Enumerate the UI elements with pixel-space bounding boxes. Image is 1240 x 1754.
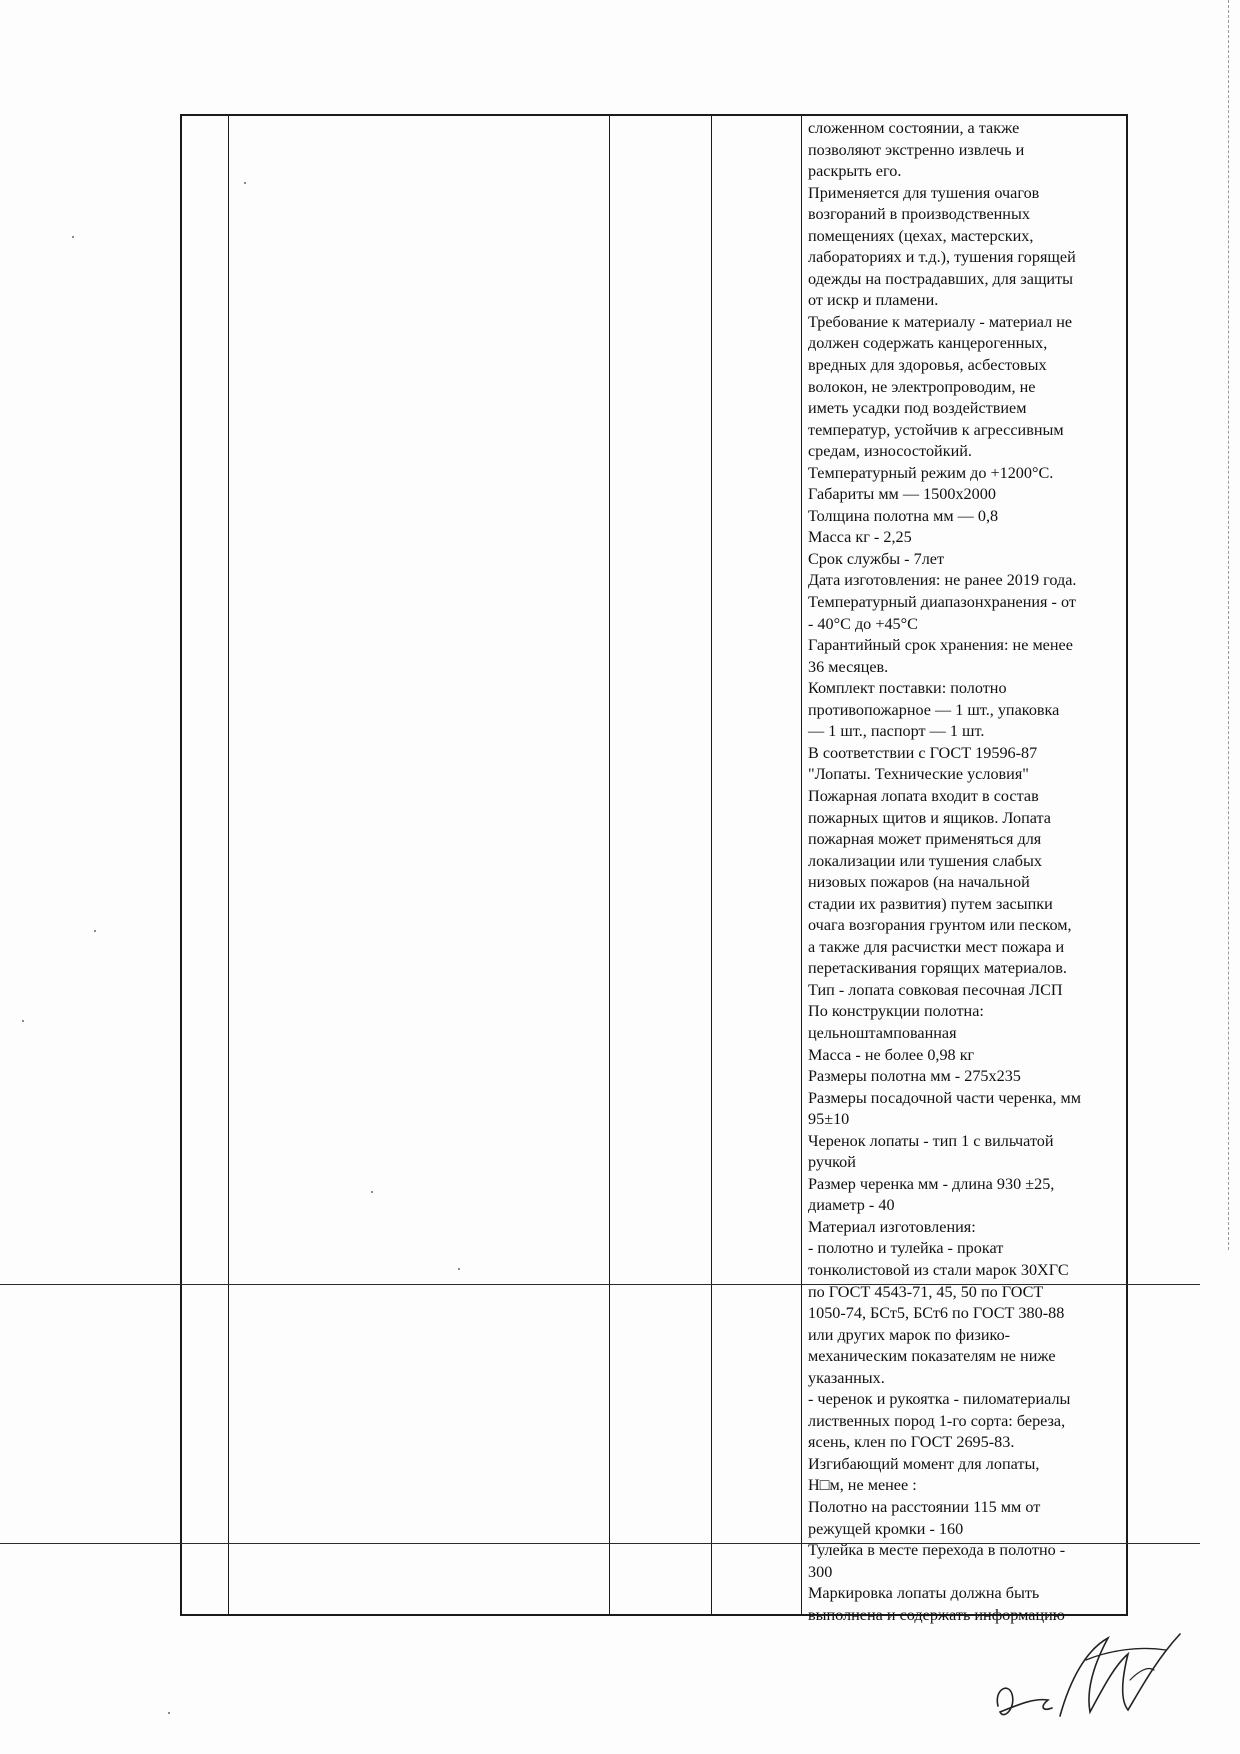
description-line: режущей кромки - 160	[808, 1519, 964, 1538]
scan-speck	[371, 1191, 373, 1193]
description-line: Размеры посадочной части черенка, мм	[808, 1088, 1081, 1107]
column-divider-1	[228, 116, 229, 1614]
description-line: "Лопаты. Технические условия"	[808, 765, 1029, 784]
scan-speck	[22, 1020, 24, 1022]
description-line: вредных для здоровья, асбестовых	[808, 356, 1047, 375]
column-divider-3	[711, 116, 712, 1614]
description-line: возгораний в производственных	[808, 205, 1030, 224]
description-line: ясень, клен по ГОСТ 2695-83.	[808, 1433, 1015, 1452]
description-line: должен содержать канцерогенных,	[808, 334, 1048, 353]
description-line: Масса кг - 2,25	[808, 528, 912, 547]
scan-speck	[458, 1268, 460, 1270]
description-line: позволяют экстренно извлечь и	[808, 140, 1025, 159]
description-line: Толщина полотна мм — 0,8	[808, 506, 999, 525]
description-line: локализации или тушения слабых	[808, 851, 1042, 870]
description-line: выполнена и содержать информацию	[808, 1605, 1065, 1624]
description-line: стадии их развития) путем засыпки	[808, 894, 1053, 913]
description-line: а также для расчистки мест пожара и	[808, 937, 1065, 956]
description-line: цельноштампованная	[808, 1023, 957, 1042]
scan-speck	[168, 1712, 170, 1714]
description-line: низовых пожаров (на начальной	[808, 873, 1030, 892]
description-line: Изгибающий момент для лопаты,	[808, 1454, 1040, 1473]
description-line: противопожарное — 1 шт., упаковка	[808, 700, 1060, 719]
scan-speck	[94, 930, 96, 932]
description-line: диаметр - 40	[808, 1196, 895, 1215]
description-line: — 1 шт., паспорт — 1 шт.	[808, 722, 985, 741]
description-line: иметь усадки под воздействием	[808, 399, 1027, 418]
description-line: механическим показателям не ниже	[808, 1347, 1056, 1366]
description-line: Маркировка лопаты должна быть	[808, 1584, 1040, 1603]
description-line: температур, устойчив к агрессивным	[808, 420, 1064, 439]
description-line: средам, износостойкий.	[808, 442, 972, 461]
description-line: 95±10	[808, 1110, 850, 1129]
description-line: Комплект поставки: полотно	[808, 679, 1007, 698]
description-line: перетаскивания горящих материалов.	[808, 959, 1067, 978]
description-line: тонколистовой из стали марок 30ХГС	[808, 1260, 1069, 1279]
description-line: сложенном состоянии, а также	[808, 119, 1020, 137]
scan-edge-mark	[1228, 0, 1232, 1250]
description-line: Требование к материалу - материал не	[808, 312, 1073, 331]
description-line: Гарантийный срок хранения: не менее	[808, 636, 1073, 655]
description-line: лиственных пород 1-го сорта: береза,	[808, 1411, 1066, 1430]
description-line: Тулейка в месте перехода в полотно -	[808, 1541, 1066, 1560]
description-line: 300	[808, 1562, 833, 1581]
description-line: указанных.	[808, 1368, 885, 1387]
description-line: Черенок лопаты - тип 1 с вильчатой	[808, 1131, 1054, 1150]
description-line: Срок службы - 7лет	[808, 549, 945, 568]
description-line: по ГОСТ 4543-71, 45, 50 по ГОСТ	[808, 1282, 1044, 1301]
scan-speck	[244, 182, 246, 184]
description-line: помещениях (цехах, мастерских,	[808, 226, 1034, 245]
description-line: 36 месяцев.	[808, 657, 889, 676]
description-line: - полотно и тулейка - прокат	[808, 1239, 1004, 1258]
description-line: Размер черенка мм - длина 930 ±25,	[808, 1174, 1055, 1193]
description-line: Размеры полотна мм - 275х235	[808, 1067, 1021, 1086]
description-line: 1050-74, БСт5, БСт6 по ГОСТ 380-88	[808, 1304, 1065, 1323]
description-line: Тип - лопата совковая песочная ЛСП	[808, 980, 1063, 999]
description-line: Материал изготовления:	[808, 1217, 976, 1236]
description-line: ручкой	[808, 1153, 856, 1172]
description-line: В соответствии с ГОСТ 19596-87	[808, 743, 1038, 762]
description-cell	[808, 118, 1126, 1626]
description-line: Полотно на расстоянии 115 мм от	[808, 1498, 1041, 1516]
scan-speck	[72, 236, 74, 238]
description-line: - черенок и рукоятка - пиломатериалы	[808, 1390, 1071, 1409]
description-line: - 40°С до +45°С	[808, 614, 918, 633]
description-line: Габариты мм — 1500х2000	[808, 485, 996, 504]
description-line: Дата изготовления: не ранее 2019 года.	[808, 571, 1077, 590]
description-line: лабораториях и т.д.), тушения горящей	[808, 248, 1076, 267]
description-line: Пожарная лопата входит в состав	[808, 786, 1039, 805]
description-line: очага возгорания грунтом или песком,	[808, 916, 1072, 935]
description-line: Применяется для тушения очагов	[808, 183, 1040, 202]
description-line: По конструкции полотна:	[808, 1002, 984, 1021]
description-line: или других марок по физико-	[808, 1325, 1011, 1344]
description-line: от искр и пламени.	[808, 291, 939, 310]
handwritten-signature	[990, 1620, 1210, 1730]
description-line: Масса - не более 0,98 кг	[808, 1045, 975, 1064]
description-line: пожарная может применяться для	[808, 830, 1042, 849]
column-divider-2	[609, 116, 610, 1614]
description-line: одежды на пострадавших, для защиты	[808, 269, 1074, 288]
description-line: пожарных щитов и ящиков. Лопата	[808, 808, 1051, 827]
description-line: волокон, не электропроводим, не	[808, 377, 1036, 396]
description-line: Температурный диапазонхранения - от	[808, 593, 1076, 612]
description-line: Температурный режим до +1200°С.	[808, 463, 1054, 482]
description-line: раскрыть его.	[808, 162, 902, 181]
description-line: Н□м, не менее :	[808, 1476, 917, 1495]
column-divider-4	[801, 116, 802, 1614]
